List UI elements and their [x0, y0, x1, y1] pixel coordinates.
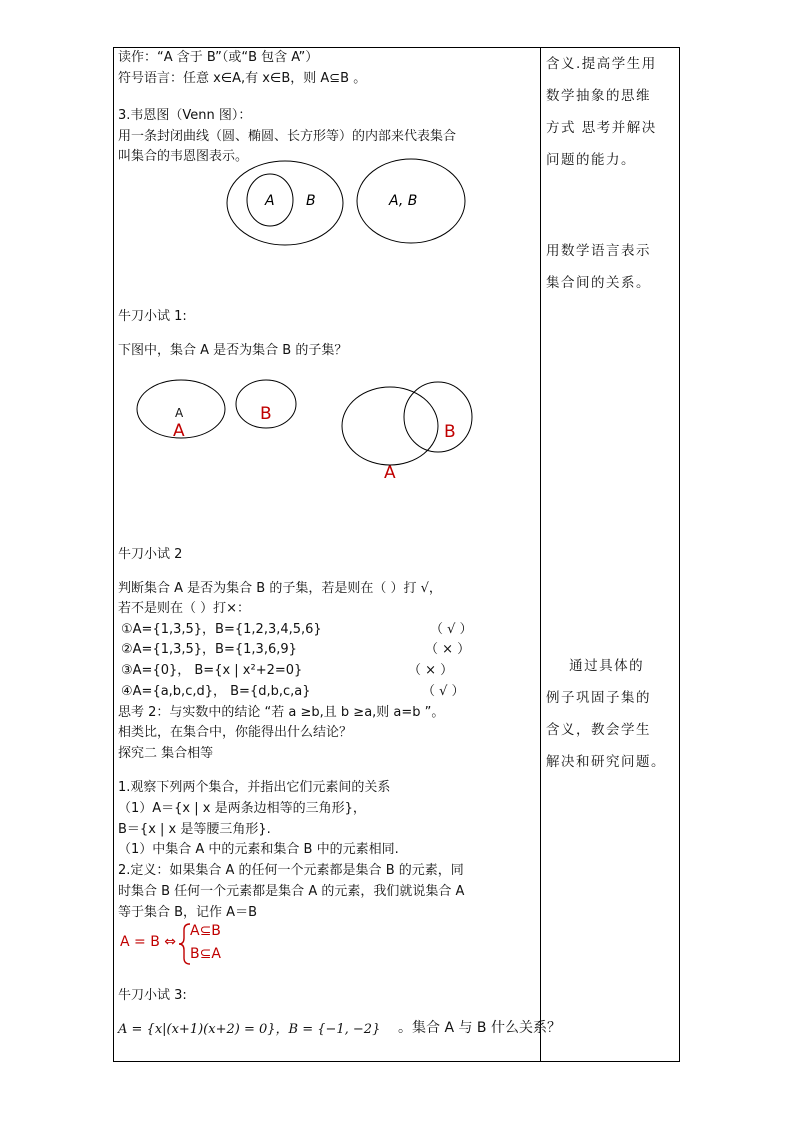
try1-label-b1: B — [260, 404, 272, 424]
venn1-outer-label: B — [306, 193, 316, 209]
item-3-answer: （ × ） — [408, 663, 454, 678]
formula-brace — [179, 924, 190, 964]
observe-line-1: 1.观察下列两个集合，并指出它们元素间的关系 — [118, 780, 391, 795]
try1-title: 牛刀小试 1: — [118, 309, 187, 324]
try3-title: 牛刀小试 3: — [118, 988, 187, 1003]
try1-question: 下图中，集合 A 是否为集合 B 的子集？ — [118, 343, 348, 358]
try1-label-a1: A — [173, 421, 185, 441]
side-block1-line1: 含义.提高学生用 — [546, 56, 657, 72]
try3-question: 。集合 A 与 B 什么关系？ — [398, 1020, 561, 1036]
item-3-text: ③A={0}， B={x | x²+2=0} — [121, 663, 303, 678]
try1-ellipse-b2 — [404, 382, 472, 452]
observe-line-4: （1）中集合 A 中的元素和集合 B 中的元素相同. — [118, 842, 399, 857]
item-1-text: ①A={1,3,5}，B={1,2,3,4,5,6} — [121, 622, 322, 637]
venn1-inner-label: A — [265, 193, 275, 209]
try2-instruction-2: 若不是则在（ ）打×： — [118, 601, 251, 616]
venn1-outer-ellipse — [227, 161, 343, 245]
explore2-heading: 探究二 集合相等 — [118, 746, 214, 761]
definition-line-1: 2.定义：如果集合 A 的任何一个元素都是集合 B 的元素，同 — [118, 863, 464, 878]
side-block2-line1: 用数学语言表示 — [546, 243, 651, 259]
side-block1-line2: 数学抽象的思维 — [546, 88, 651, 104]
try1-label-b2: B — [444, 422, 456, 442]
side-block3-line2: 例子巩固子集的 — [546, 690, 651, 706]
observe-line-3: B＝{x | x 是等腰三角形}. — [118, 822, 271, 837]
side-block3-line3: 含义，教会学生 — [546, 722, 651, 738]
side-block1-line3: 方式 思考并解决 — [546, 120, 657, 136]
side-block1-line4: 问题的能力。 — [546, 152, 636, 168]
try2-instruction-1: 判断集合 A 是否为集合 B 的子集，若是则在（ ）打 √， — [118, 581, 442, 596]
read-line: 读作：“A 含于 B”（或“B 包含 A”） — [118, 50, 319, 65]
venn-desc-2: 叫集合的韦恩图表示。 — [118, 149, 249, 164]
item-2-answer: （ × ） — [425, 642, 471, 657]
definition-line-3: 等于集合 B，记作 A＝B — [118, 905, 257, 920]
formula-top: A⊆B — [190, 923, 221, 939]
try1-ellipse-a2 — [342, 387, 438, 465]
venn-heading: 3.韦恩图（Venn 图）： — [118, 108, 252, 123]
item-2-text: ②A={1,3,5}，B={1,3,6,9} — [121, 642, 297, 657]
venn2-label: A, B — [389, 193, 418, 209]
think2-line-1: 思考 2：与实数中的结论 “若 a ≥b,且 b ≥a,则 a=b ”。 — [118, 705, 445, 720]
item-4-answer: （ √ ） — [422, 684, 465, 699]
side-block2-line2: 集合间的关系。 — [546, 275, 651, 291]
formula-bottom: B⊆A — [190, 946, 221, 962]
try1-small-label: A — [175, 406, 184, 420]
try1-label-a2: A — [384, 463, 396, 483]
try3-math: A = {x|(x+1)(x+2) = 0}，B = {−1, −2} — [118, 1022, 381, 1037]
symbol-line: 符号语言：任意 x∈A,有 x∈B，则 A⊆B 。 — [118, 71, 367, 86]
think2-line-2: 相类比，在集合中，你能得出什么结论？ — [118, 725, 353, 740]
try2-title: 牛刀小试 2 — [118, 547, 183, 562]
observe-line-2: （1）A＝{x | x 是两条边相等的三角形}， — [118, 801, 366, 816]
venn-desc-1: 用一条封闭曲线（圆、椭圆、长方形等）的内部来代表集合 — [118, 129, 457, 144]
side-block3-line1: 通过具体的 — [546, 658, 645, 674]
item-4-text: ④A={a,b,c,d}， B={d,b,c,a} — [121, 684, 311, 699]
formula-left: A = B ⇔ — [120, 934, 176, 950]
item-1-answer: （ √ ） — [430, 622, 473, 637]
definition-line-2: 时集合 B 任何一个元素都是集合 A 的元素，我们就说集合 A — [118, 884, 465, 899]
side-block3-line4: 解决和研究问题。 — [546, 754, 666, 770]
